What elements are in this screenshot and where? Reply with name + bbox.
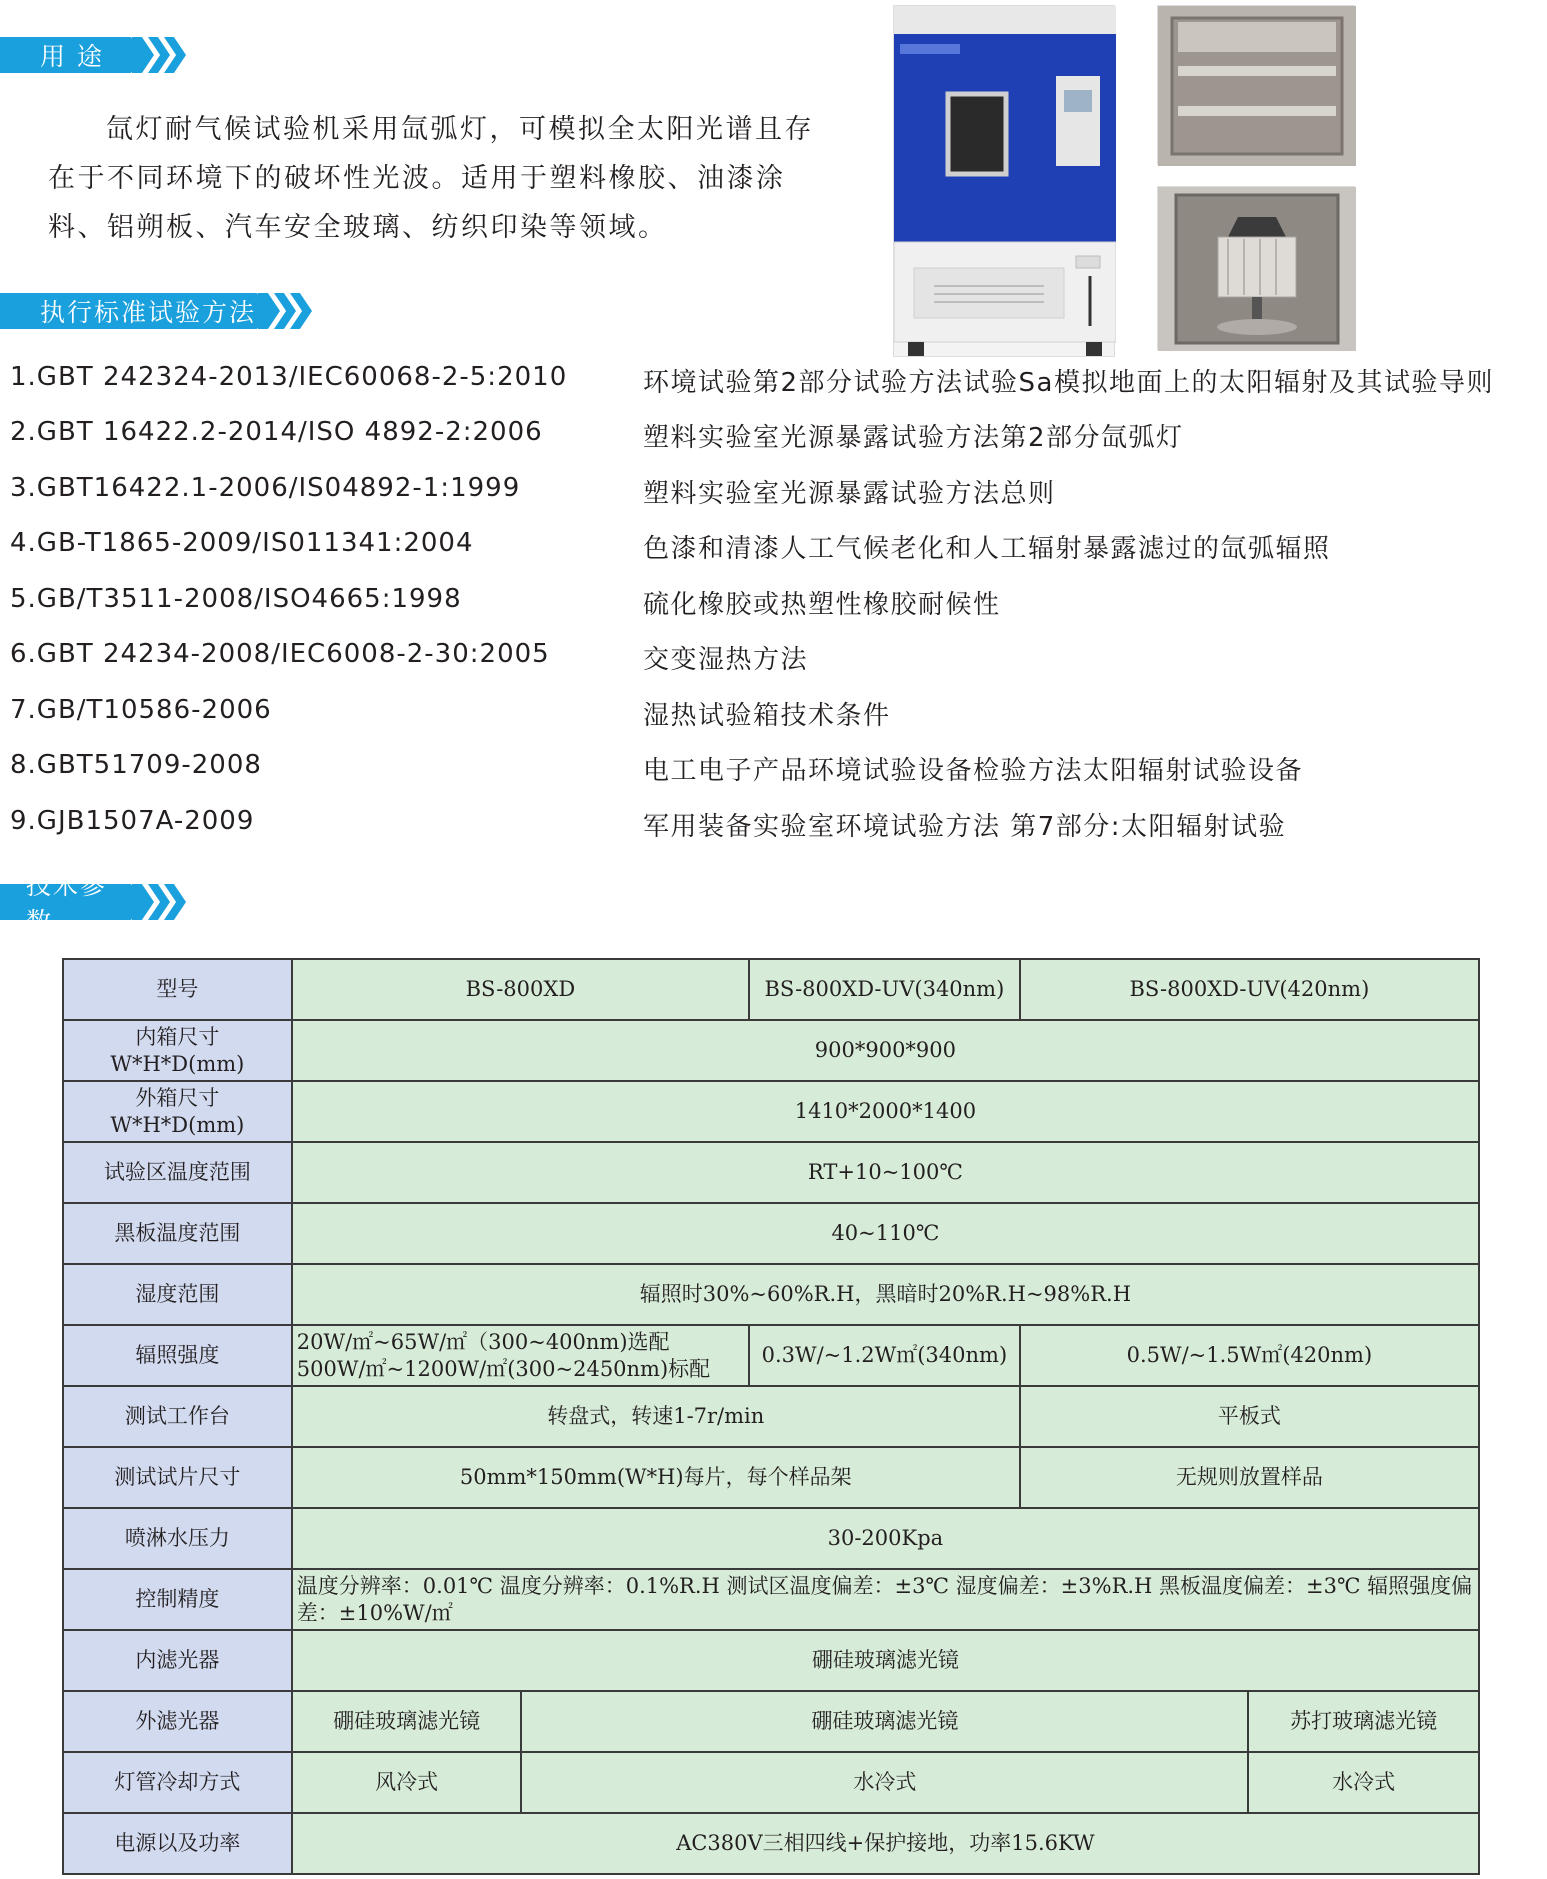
cell-value: 无规则放置样品 (1020, 1447, 1479, 1508)
standard-item (0, 750, 1547, 790)
standard-item (0, 362, 1547, 402)
cell-value: 20W/㎡~65W/㎡（300~400nm)选配 500W/㎡~1200W/㎡(300~2450nm)标配 (292, 1325, 749, 1386)
row-label: 测试工作台 (63, 1386, 292, 1447)
row-label: 辐照强度 (63, 1325, 292, 1386)
standard-item (0, 639, 1547, 679)
standard-description: 电工电子产品环境试验设备检验方法太阳辐射试验设备 (643, 756, 1304, 786)
product-photo-interior (1157, 5, 1355, 165)
table-row (63, 1386, 1479, 1447)
table-row (63, 1752, 1479, 1813)
cell-value: 水冷式 (1248, 1752, 1479, 1813)
standard-description: 色漆和清漆人工气候老化和人工辐射暴露滤过的氙弧辐照 (643, 534, 1331, 564)
product-photo-lamp (1157, 186, 1355, 350)
section-banner-usage (0, 34, 186, 76)
row-label: 电源以及功率 (63, 1813, 292, 1874)
table-row (63, 1081, 1479, 1142)
standard-item (0, 473, 1547, 513)
cell-value: 硼硅玻璃滤光镜 (521, 1691, 1248, 1752)
row-label: 喷淋水压力 (63, 1508, 292, 1569)
chevron-right-icon (258, 293, 280, 329)
cell-value: 水冷式 (521, 1752, 1248, 1813)
cell-value: 50mm*150mm(W*H)每片，每个样品架 (292, 1447, 1020, 1508)
table-row (63, 1020, 1479, 1081)
cell-value: 0.5W/~1.5W㎡(420nm) (1020, 1325, 1479, 1386)
row-label: 外滤光器 (63, 1691, 292, 1752)
standard-code: 5.GB/T3511-2008/ISO4665:1998 (10, 584, 462, 614)
standard-description: 军用装备实验室环境试验方法 第7部分:太阳辐射试验 (643, 812, 1287, 842)
standard-code: 8.GBT51709-2008 (10, 750, 262, 780)
standard-item (0, 528, 1547, 568)
row-label: 试验区温度范围 (63, 1142, 292, 1203)
chamber-interior-illustration (1158, 6, 1356, 166)
table-row (63, 1447, 1479, 1508)
cell-value: 温度分辨率：0.01℃ 温度分辨率：0.1%R.H 测试区温度偏差：±3℃ 湿度偏差：±3%R.H 黑板温度偏差：±3℃ 辐照强度偏差：±10%W/㎡ (292, 1569, 1479, 1630)
standard-code: 6.GBT 24234-2008/IEC6008-2-30:2005 (10, 639, 550, 669)
table-row (63, 1569, 1479, 1630)
standard-item (0, 417, 1547, 457)
standard-code: 7.GB/T10586-2006 (10, 695, 272, 725)
table-row (63, 1508, 1479, 1569)
standard-description: 塑料实验室光源暴露试验方法总则 (643, 479, 1056, 509)
cell-value: AC380V三相四线+保护接地，功率15.6KW (292, 1813, 1479, 1874)
standard-code: 4.GB-T1865-2009/IS011341:2004 (10, 528, 474, 558)
usage-description: 氙灯耐气候试验机采用氙弧灯，可模拟全太阳光谱且存在于不同环境下的破坏性光波。适用于塑料橡胶、油漆涂料、铝朔板、汽车安全玻璃、纺织印染等领域。 (48, 114, 814, 243)
table-row (63, 1813, 1479, 1874)
model-3: BS-800XD-UV(420nm) (1020, 959, 1479, 1020)
spec-table (62, 958, 1480, 1875)
chevron-right-icon (132, 37, 154, 73)
cell-value: 风冷式 (292, 1752, 522, 1813)
table-row (63, 1691, 1479, 1752)
table-row (63, 1264, 1479, 1325)
row-label: 型号 (63, 959, 292, 1020)
row-label: 内箱尺寸 W*H*D(mm) (63, 1020, 292, 1081)
section-banner-standards (0, 290, 312, 332)
row-label: 外箱尺寸 W*H*D(mm) (63, 1081, 292, 1142)
table-row (63, 1630, 1479, 1691)
cell-value: 40~110℃ (292, 1203, 1479, 1264)
standard-code: 9.GJB1507A-2009 (10, 806, 255, 836)
standard-description: 塑料实验室光源暴露试验方法第2部分氙弧灯 (643, 423, 1184, 453)
xenon-lamp-rack-illustration (1158, 187, 1356, 351)
row-label: 湿度范围 (63, 1264, 292, 1325)
table-row (63, 1142, 1479, 1203)
cell-value: 硼硅玻璃滤光镜 (292, 1630, 1479, 1691)
standard-description: 交变湿热方法 (643, 645, 809, 675)
standard-code: 1.GBT 242324-2013/IEC60068-2-5:2010 (10, 362, 568, 392)
section-title-usage: 用 途 (0, 37, 132, 73)
test-chamber-illustration (894, 6, 1116, 358)
row-label: 灯管冷却方式 (63, 1752, 292, 1813)
row-label: 控制精度 (63, 1569, 292, 1630)
standard-item (0, 584, 1547, 624)
table-row (63, 959, 1479, 1020)
product-photo-cabinet (893, 5, 1115, 357)
row-label: 内滤光器 (63, 1630, 292, 1691)
table-row (63, 1325, 1479, 1386)
model-1: BS-800XD (292, 959, 749, 1020)
standard-code: 3.GBT16422.1-2006/IS04892-1:1999 (10, 473, 521, 503)
cell-value: 平板式 (1020, 1386, 1479, 1447)
chevron-right-icon (132, 884, 154, 920)
row-label: 测试试片尺寸 (63, 1447, 292, 1508)
section-title-standards: 执行标准试验方法 (0, 293, 258, 329)
cell-value: RT+10~100℃ (292, 1142, 1479, 1203)
cell-value: 30-200Kpa (292, 1508, 1479, 1569)
cell-value: 转盘式，转速1-7r/min (292, 1386, 1020, 1447)
standard-code: 2.GBT 16422.2-2014/ISO 4892-2:2006 (10, 417, 543, 447)
cell-value: 苏打玻璃滤光镜 (1248, 1691, 1479, 1752)
cell-value: 辐照时30%~60%R.H，黑暗时20%R.H~98%R.H (292, 1264, 1479, 1325)
standard-item (0, 695, 1547, 735)
cell-value: 硼硅玻璃滤光镜 (292, 1691, 522, 1752)
standard-item (0, 806, 1547, 846)
standard-description: 湿热试验箱技术条件 (643, 701, 891, 731)
cell-value: 1410*2000*1400 (292, 1081, 1479, 1142)
section-banner-params (0, 871, 186, 936)
cell-value: 900*900*900 (292, 1020, 1479, 1081)
table-row (63, 1203, 1479, 1264)
section-title-params: 技术参数 (0, 884, 132, 920)
model-2: BS-800XD-UV(340nm) (749, 959, 1020, 1020)
row-label: 黑板温度范围 (63, 1203, 292, 1264)
cell-value: 0.3W/~1.2W㎡(340nm) (749, 1325, 1020, 1386)
standard-description: 环境试验第2部分试验方法试验Sa模拟地面上的太阳辐射及其试验导则 (643, 368, 1494, 398)
standard-description: 硫化橡胶或热塑性橡胶耐候性 (643, 590, 1001, 620)
